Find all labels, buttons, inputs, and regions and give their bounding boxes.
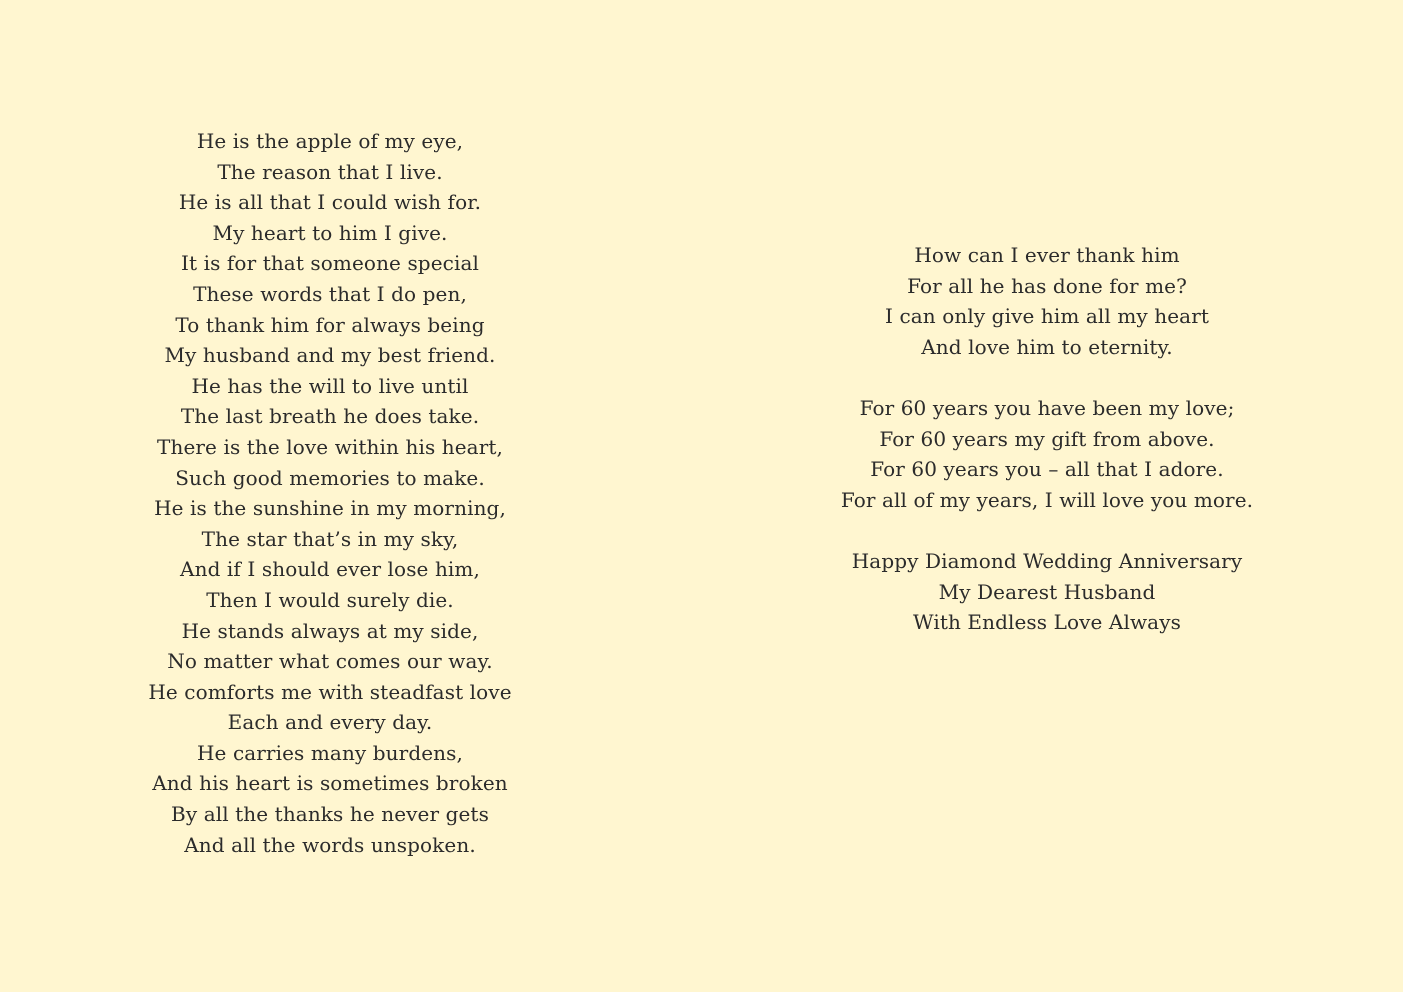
poem-line: I can only give him all my heart xyxy=(884,304,1210,329)
poem-line: My husband and my best friend. xyxy=(164,343,496,368)
poem-line: Such good memories to make. xyxy=(175,465,485,490)
poem-line: Then I would surely die. xyxy=(206,587,454,612)
poem-line: And all the words unspoken. xyxy=(184,832,476,857)
poem-line: No matter what comes our way. xyxy=(167,649,493,674)
poem-line: And his heart is sometimes broken xyxy=(152,771,508,796)
poem-line: How can I ever thank him xyxy=(914,243,1180,267)
poem-line: These words that I do pen, xyxy=(193,281,467,306)
poem-line: There is the love within his heart, xyxy=(157,434,503,459)
poem-line: He is all that I could wish for. xyxy=(178,190,482,215)
poem-line: My heart to him I give. xyxy=(212,220,448,245)
message-line: My Dearest Husband xyxy=(938,579,1156,604)
poem-line: Each and every day. xyxy=(227,710,433,735)
poem-line: He is the apple of my eye, xyxy=(196,129,464,153)
anniversary-message xyxy=(822,546,1272,638)
poem-line: He comforts me with steadfast love xyxy=(148,679,512,704)
poem-line: To thank him for always being xyxy=(175,312,485,337)
poem-line: The reason that I live. xyxy=(217,159,443,184)
poem-line: It is for that someone special xyxy=(181,251,479,276)
left-poem xyxy=(130,126,530,860)
poem-line: For 60 years you have been my love; xyxy=(859,395,1235,420)
poem-line: The star that’s in my sky, xyxy=(201,526,459,551)
poem-line: The last breath he does take. xyxy=(180,404,480,429)
poem-stanza xyxy=(822,240,1272,362)
poem-line: For all he has done for me? xyxy=(907,273,1187,298)
poem-stanza xyxy=(822,393,1272,515)
poem-line: He is the sunshine in my morning, xyxy=(154,496,506,521)
poem-line: He carries many burdens, xyxy=(197,740,463,765)
right-poem xyxy=(822,240,1272,638)
poem-line: For 60 years you – all that I adore. xyxy=(870,457,1224,482)
poem-line: And love him to eternity. xyxy=(921,334,1173,359)
poem-line: For 60 years my gift from above. xyxy=(879,426,1215,451)
poem-line: And if I should ever lose him, xyxy=(180,557,480,582)
message-line: With Endless Love Always xyxy=(913,610,1181,635)
poem-line: By all the thanks he never gets xyxy=(171,802,489,827)
poem-line: He has the will to live until xyxy=(191,373,469,398)
poem-line: For all of my years, I will love you more. xyxy=(840,487,1254,512)
message-line: Happy Diamond Wedding Anniversary xyxy=(851,548,1243,573)
poem-line: He stands always at my side, xyxy=(181,618,479,643)
